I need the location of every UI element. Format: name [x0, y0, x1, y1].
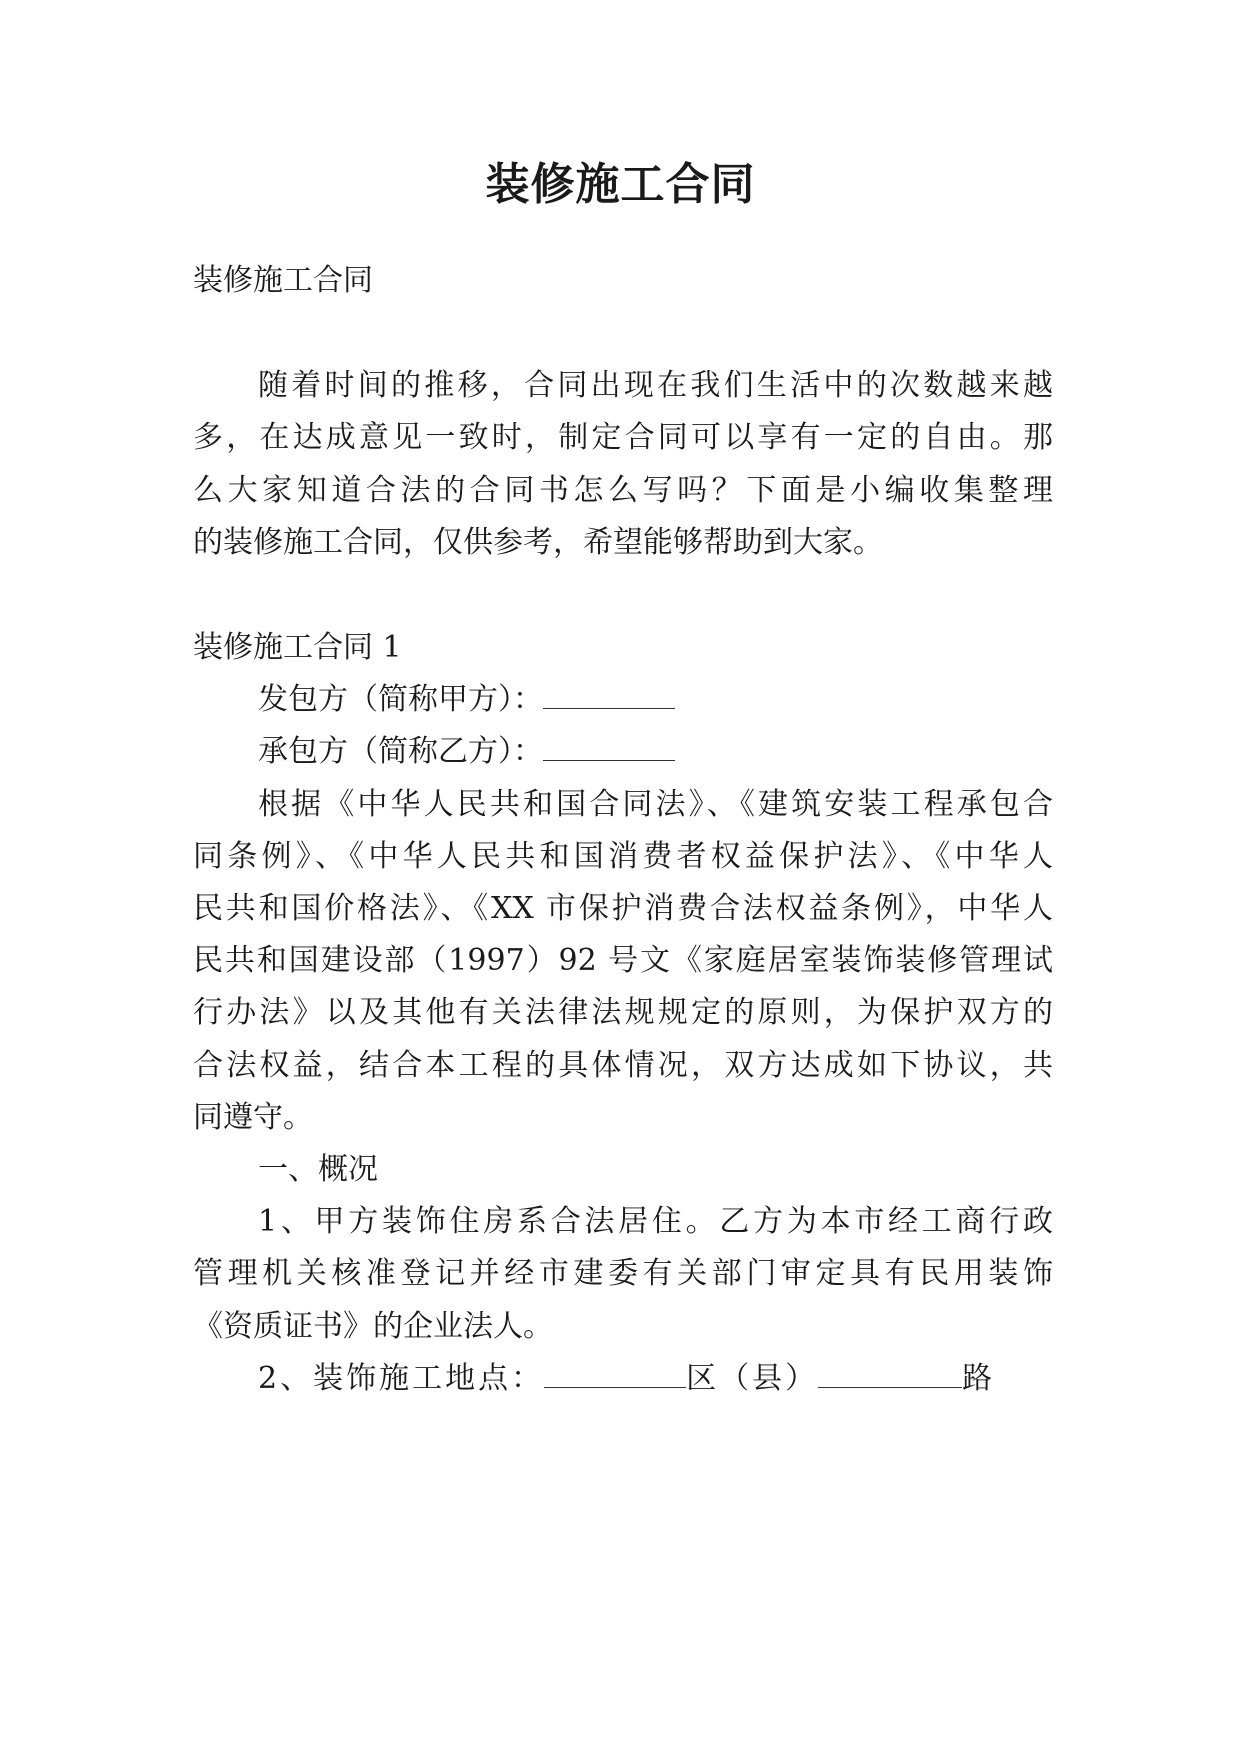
party-b-label: 承包方（简称乙方）：: [258, 734, 543, 769]
party-b-row: [258, 724, 1053, 780]
subtitle: 装修施工合同: [193, 263, 373, 298]
basis-line-3: 民共和国价格法》、《XX 市保护消费合法权益条例》，中华人: [193, 891, 1053, 926]
intro-line-1: 随着时间的推移，合同出现在我们生活中的次数越来越: [258, 368, 1053, 403]
basis-line-6: 合法权益，结合本工程的具体情况，双方达成如下协议，共: [193, 1048, 1053, 1083]
item-2-road-label: 路: [962, 1361, 993, 1396]
party-a-blank: [543, 672, 675, 709]
party-a-label: 发包方（简称甲方）：: [258, 682, 543, 717]
item-2-row: [258, 1351, 1053, 1407]
item-1-line-3: 《资质证书》的企业法人。: [193, 1309, 553, 1344]
party-b-blank: [543, 724, 675, 761]
intro-line-4: 的装修施工合同，仅供参考，希望能够帮助到大家。: [193, 525, 883, 560]
basis-line-2: 同条例》、《中华人民共和国消费者权益保护法》、《中华人: [193, 839, 1053, 874]
section-1-heading: 一、概况: [258, 1152, 378, 1187]
item-1-line-1: 1、甲方装饰住房系合法居住。乙方为本市经工商行政: [258, 1204, 1053, 1239]
intro-line-2: 多，在达成意见一致时，制定合同可以享有一定的自由。那: [193, 420, 1053, 455]
item-2-label: 2、装饰施工地点：: [258, 1361, 545, 1396]
basis-line-4: 民共和国建设部（1997）92 号文《家庭居室装饰装修管理试: [193, 943, 1053, 978]
contract-heading: 装修施工合同 1: [193, 630, 402, 665]
party-a-row: [258, 672, 1053, 728]
item-2-district-label: 区（县）: [686, 1361, 819, 1396]
item-2-district-blank: [544, 1351, 686, 1388]
item-1-line-2: 管理机关核准登记并经市建委有关部门审定具有民用装饰: [193, 1256, 1053, 1291]
basis-line-5: 行办法》以及其他有关法律法规规定的原则，为保护双方的: [193, 995, 1053, 1030]
intro-line-3: 么大家知道合法的合同书怎么写吗？下面是小编收集整理: [193, 473, 1053, 508]
basis-line-1: 根据《中华人民共和国合同法》、《建筑安装工程承包合: [258, 787, 1053, 822]
document-title: 装修施工合同: [485, 159, 756, 210]
item-2-road-blank: [818, 1351, 962, 1388]
basis-line-7: 同遵守。: [193, 1100, 313, 1135]
